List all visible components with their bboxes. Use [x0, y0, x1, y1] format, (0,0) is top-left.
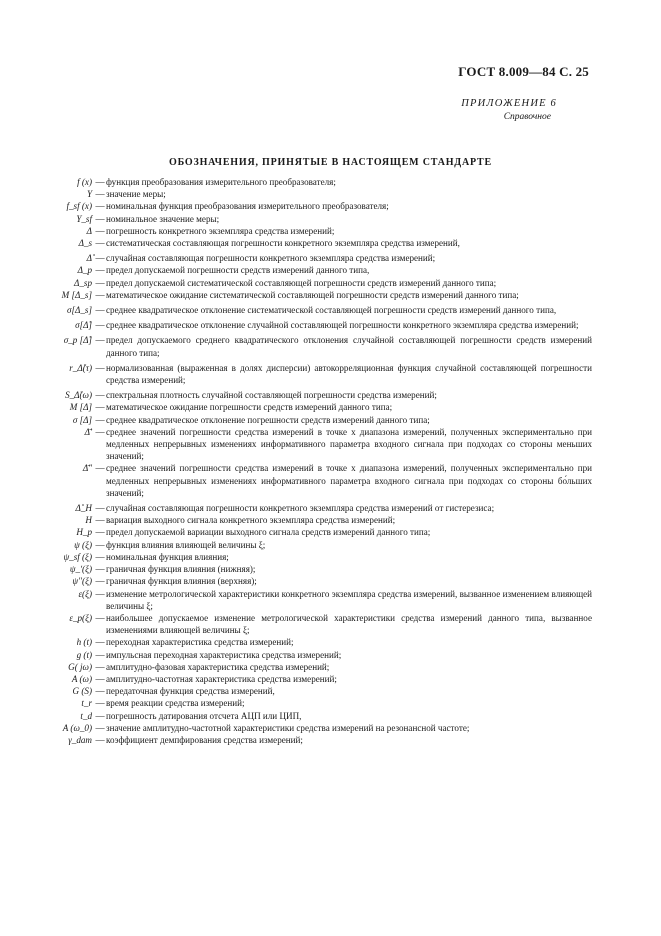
- definition: систематическая составляющая погрешности конкретного экземпляра средства измерений,: [106, 238, 460, 249]
- symbol: ψ′′(ξ): [72, 576, 92, 587]
- list-item: [32, 188, 592, 200]
- dash-separator: —: [95, 686, 105, 697]
- appendix-label: ПРИЛОЖЕНИЕ 6: [461, 98, 557, 109]
- list-item: [32, 426, 592, 463]
- dash-separator: —: [95, 201, 105, 212]
- dash-separator: —: [95, 722, 105, 733]
- symbol: g (t): [76, 649, 92, 660]
- list-item: [32, 588, 592, 612]
- list-item: [32, 237, 592, 249]
- symbol: Δ̄′: [84, 426, 92, 437]
- dash-separator: —: [95, 503, 105, 514]
- symbol: Δ_s: [78, 238, 92, 249]
- list-item: [32, 526, 592, 538]
- list-item: [32, 252, 592, 264]
- definition: амплитудно-частотная характеристика средства измерений;: [106, 673, 337, 684]
- definition: среднее квадратическое отклонение случайной составляющей погрешности конкретного экземпляра средства измерений;: [106, 320, 579, 331]
- definition: математическое ожидание погрешности средств измерений данного типа;: [106, 402, 393, 413]
- definition: случайная составляющая погрешности конкретного экземпляра средства измерений;: [106, 253, 436, 264]
- symbol: t_d: [80, 710, 92, 721]
- definition: среднее квадратическое отклонение систематической составляющей погрешности средств измерений данного типа,: [106, 305, 557, 316]
- list-item: [32, 673, 592, 685]
- definition: амплитудно-фазовая характеристика средства измерений;: [106, 661, 330, 672]
- dash-separator: —: [95, 539, 105, 550]
- dash-separator: —: [95, 527, 105, 538]
- list-item: [32, 401, 592, 413]
- list-item: [32, 304, 592, 316]
- page-header: ГОСТ 8.009—84 С. 25: [458, 64, 589, 79]
- list-item: [32, 697, 592, 709]
- dash-separator: —: [95, 189, 105, 200]
- definition: вариация выходного сигнала конкретного экземпляра средства измерений;: [106, 515, 396, 526]
- dash-separator: —: [95, 710, 105, 721]
- definition: предел допускаемого среднего квадратического отклонения случайной составляющей погрешности средств измерений данного типа;: [106, 335, 592, 358]
- definition: функция влияния влияющей величины ξ;: [106, 539, 266, 550]
- symbol: M [Δ_s]: [61, 289, 92, 300]
- list-item: [32, 213, 592, 225]
- list-item: [32, 722, 592, 734]
- symbol: h (t): [76, 637, 92, 648]
- dash-separator: —: [95, 277, 105, 288]
- definition: номинальная функция преобразования измерительного преобразователя;: [106, 201, 389, 212]
- definition: спектральная плотность случайной составляющей погрешности средства измерений;: [106, 390, 437, 401]
- dash-separator: —: [95, 265, 105, 276]
- symbol: γ_dam: [68, 734, 92, 745]
- symbols-list: [32, 176, 592, 746]
- definition: граничная функция влияния (верхняя);: [106, 576, 257, 587]
- definition: погрешность конкретного экземпляра средства измерений;: [106, 225, 335, 236]
- dash-separator: —: [95, 320, 105, 331]
- symbol: M [Δ]: [69, 402, 92, 413]
- symbol: Δ_sp: [74, 277, 92, 288]
- symbol: Y_sf: [76, 213, 92, 224]
- appendix-reference: Справочное: [503, 112, 551, 122]
- list-item: [32, 734, 592, 746]
- definition: среднее значений погрешности средства измерений в точке x диапазона измерений, полученных экспериментально при медленных непрерывных изменениях информативного параметра входного сигнала при подходах со стороны бо́льших значений;: [106, 463, 592, 498]
- list-item: [32, 264, 592, 276]
- list-item: [32, 277, 592, 289]
- symbol: H: [85, 515, 92, 526]
- dash-separator: —: [95, 402, 105, 413]
- symbol: σ [Δ]: [72, 414, 92, 425]
- list-item: [32, 539, 592, 551]
- definition: предел допускаемой вариации выходного сигнала средств измерений данного типа;: [106, 527, 431, 538]
- list-item: [32, 710, 592, 722]
- definition: передаточная функция средства измерений,: [106, 686, 275, 697]
- dash-separator: —: [95, 213, 105, 224]
- definition: импульсная переходная характеристика средства измерений;: [106, 649, 342, 660]
- dash-separator: —: [95, 673, 105, 684]
- list-item: [32, 414, 592, 426]
- dash-separator: —: [95, 426, 105, 437]
- symbol: G( jω): [68, 661, 92, 672]
- definition: наибольшее допускаемое изменение метрологической характеристики средства измерений данного типа, вызванное изменениями влияющей величины ξ;: [106, 612, 592, 636]
- definition: время реакции средства измерений;: [106, 698, 245, 709]
- dash-separator: —: [95, 698, 105, 709]
- dash-separator: —: [95, 661, 105, 672]
- symbol: f (x): [77, 177, 92, 187]
- symbol: Δ_p: [77, 265, 92, 276]
- definition: функция преобразования измерительного преобразователя;: [106, 177, 336, 187]
- definition: номинальная функция влияния;: [106, 551, 229, 562]
- dash-separator: —: [95, 335, 105, 346]
- definition: нормализованная (выраженная в долях дисперсии) автокорреляционная функция случайной составляющей погрешности средства измерений;: [106, 362, 592, 386]
- symbol: ε(ξ): [78, 588, 92, 599]
- symbol: ψ_sf (ξ): [63, 551, 92, 562]
- list-item: [32, 225, 592, 237]
- symbol: Δ: [86, 225, 92, 236]
- symbol: ψ (ξ): [74, 539, 92, 550]
- definition: коэффициент демпфирования средства измерений;: [106, 734, 303, 745]
- symbol: σ_p [Δ̊]: [63, 335, 92, 346]
- symbol: t_r: [81, 698, 92, 709]
- definition: граничная функция влияния (нижняя);: [106, 564, 256, 575]
- dash-separator: —: [95, 362, 105, 373]
- page-title: ОБОЗНАЧЕНИЯ, ПРИНЯТЫЕ В НАСТОЯЩЕМ СТАНДАРТЕ: [169, 157, 492, 168]
- dash-separator: —: [95, 238, 105, 249]
- dash-separator: —: [95, 637, 105, 648]
- dash-separator: —: [95, 225, 105, 236]
- list-item: [32, 389, 592, 401]
- definition: предел допускаемой погрешности средств измерений данного типа,: [106, 265, 370, 276]
- list-item: [32, 462, 592, 499]
- dash-separator: —: [95, 576, 105, 587]
- list-item: [32, 575, 592, 587]
- dash-separator: —: [95, 612, 105, 623]
- list-item: [32, 551, 592, 563]
- dash-separator: —: [95, 289, 105, 300]
- definition: погрешность датирования отсчета АЦП или ЦИП,: [106, 710, 302, 721]
- symbol: A (ω_0): [62, 722, 92, 733]
- dash-separator: —: [95, 551, 105, 562]
- symbol: σ[Δ_s]: [67, 305, 92, 316]
- symbol: Δ̊: [86, 253, 92, 264]
- list-item: [32, 334, 592, 358]
- list-item: [32, 514, 592, 526]
- definition: номинальное значение меры;: [106, 213, 220, 224]
- list-item: [32, 502, 592, 514]
- dash-separator: —: [95, 390, 105, 401]
- symbol: H_p: [76, 527, 92, 538]
- definition: значение меры;: [106, 189, 166, 200]
- dash-separator: —: [95, 177, 105, 187]
- list-item: [32, 319, 592, 331]
- list-item: [32, 636, 592, 648]
- list-item: [32, 362, 592, 386]
- symbol: S_Δ̊(ω): [65, 390, 92, 401]
- symbol: σ[Δ̊]: [75, 320, 92, 331]
- definition: переходная характеристика средства измерений;: [106, 637, 294, 648]
- list-item: [32, 176, 592, 188]
- symbol: Y: [86, 189, 92, 200]
- list-item: [32, 289, 592, 301]
- symbol: r_Δ̊(τ): [69, 362, 92, 373]
- symbol: Δ̊_H: [75, 503, 92, 514]
- dash-separator: —: [95, 414, 105, 425]
- symbol: ψ_ʹ(ξ): [69, 564, 92, 575]
- definition: значение амплитудно-частотной характеристики средства измерений на резонансной частоте;: [106, 722, 470, 733]
- dash-separator: —: [95, 305, 105, 316]
- symbol: f_sf (x): [66, 201, 92, 212]
- definition: среднее квадратическое отклонение погрешности средств измерений данного типа;: [106, 414, 430, 425]
- dash-separator: —: [95, 515, 105, 526]
- dash-separator: —: [95, 564, 105, 575]
- dash-separator: —: [95, 734, 105, 745]
- definition: математическое ожидание систематической составляющей погрешности средств измерений данного типа;: [106, 289, 519, 300]
- definition: среднее значений погрешности средства измерений в точке x диапазона измерений, полученных экспериментально при медленных непрерывных изменениях информативного параметра входного сигнала при подходах со стороны меньших значений;: [106, 426, 592, 462]
- list-item: [32, 649, 592, 661]
- definition: предел допускаемой систематической составляющей погрешности средств измерений данного типа;: [106, 277, 497, 288]
- symbol: G (S): [72, 686, 92, 697]
- list-item: [32, 661, 592, 673]
- definition: изменение метрологической характеристики конкретного экземпляра средства измерений, вызванное изменением влияющей величины ξ;: [106, 588, 592, 611]
- symbol: A (ω): [71, 673, 92, 684]
- list-item: [32, 612, 592, 636]
- dash-separator: —: [95, 588, 105, 599]
- dash-separator: —: [95, 463, 105, 474]
- dash-separator: —: [95, 649, 105, 660]
- list-item: [32, 200, 592, 212]
- symbol: Δ̄″: [82, 463, 92, 474]
- list-item: [32, 563, 592, 575]
- definition: случайная составляющая погрешности конкретного экземпляра средства измерений от гистерезиса;: [106, 503, 495, 514]
- list-item: [32, 685, 592, 697]
- dash-separator: —: [95, 253, 105, 264]
- symbol: ε_p(ξ): [69, 612, 92, 623]
